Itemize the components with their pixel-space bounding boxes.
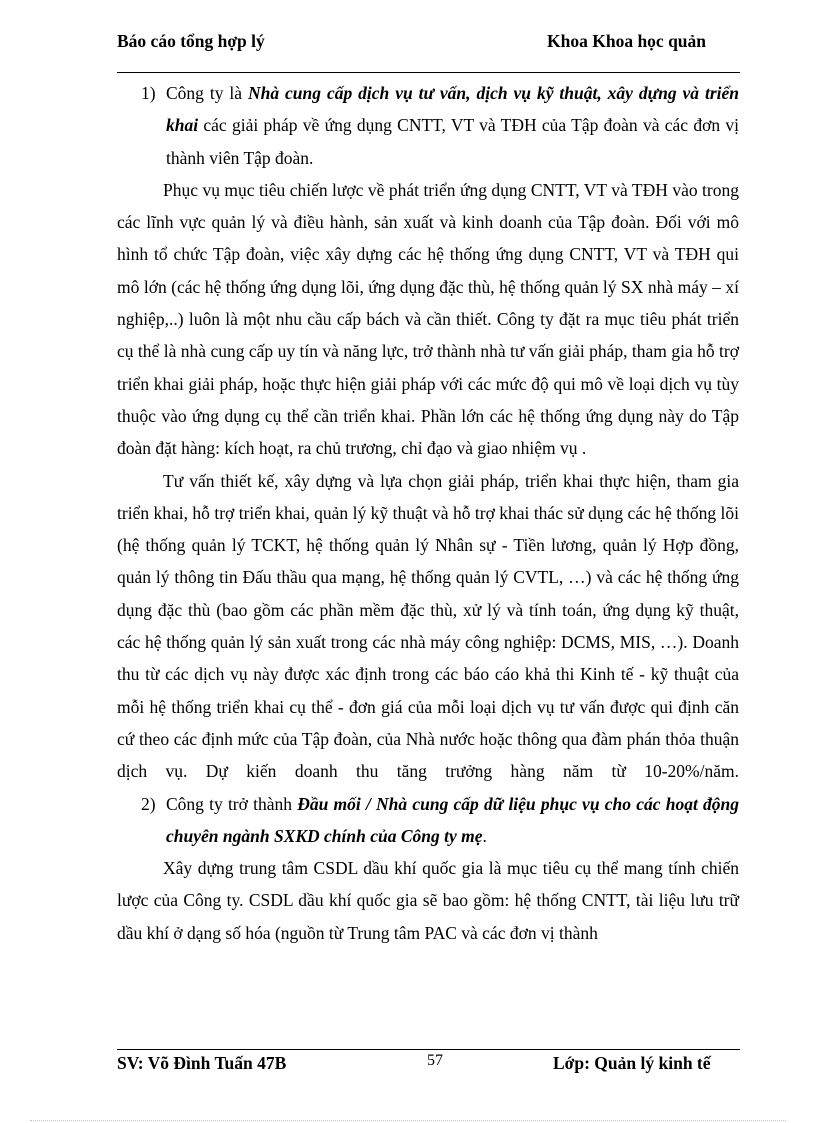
header-left: Báo cáo tổng hợp lý — [117, 31, 265, 51]
header-right: Khoa Khoa học quản — [547, 31, 707, 51]
page-number: 57 — [427, 1052, 443, 1069]
item-emphasis: Nhà cung cấp dịch vụ tư vấn, dịch vụ kỹ thuật, xây dựng và triển khai — [166, 83, 739, 136]
list-number: 2) — [141, 793, 156, 814]
item-text: Công ty là — [166, 83, 248, 103]
list-number: 1) — [141, 83, 156, 103]
page-edge-divider — [30, 1120, 786, 1121]
item-text-continued: các giải pháp về ứng dụng CNTT, VT và TĐH của Tập đoàn và các đơn vị thành viên Tập đoàn. — [166, 115, 739, 168]
body-text — [117, 77, 739, 949]
paragraph-3: Xây dựng trung tâm CSDL dầu khí quốc gia là mục tiêu cụ thể mang tính chiến lược của Công ty. CSDL dầu khí quốc gia sẽ bao gồm: hệ thống CNTT, tài liệu lưu trữ dầu khí ở dạng số hóa (nguồn từ Trung tâm PAC và các đơn vị thành — [117, 858, 739, 943]
paragraph-1: Phục vụ mục tiêu chiến lược về phát triển ứng dụng CNTT, VT và TĐH vào trong các lĩnh vực quản lý và điều hành, sản xuất và kinh doanh của Tập đoàn. Đối với mô hình tổ chức Tập đoàn, việc xây dựng các hệ thống ứng dụng CNTT, VT và TĐH qui mô lớn (các hệ thống ứng dụng lõi, ứng dụng đặc thù, hệ thống quản lý SX nhà máy – xí nghiệp,..) luôn là một nhu cầu cấp bách và cần thiết. Công ty đặt ra mục tiêu phát triển cụ thể là nhà cung cấp uy tín và năng lực, trở thành nhà tư vấn giải pháp, tham gia hỗ trợ triển khai giải pháp, hoặc thực hiện giải pháp với các mức độ qui mô về loại dịch vụ tùy thuộc vào ứng dụng cụ thể cần triển khai. Phần lớn các hệ thống ứng dụng này do Tập đoàn đặt hàng: kích hoạt, ra chủ trương, chỉ đạo và giao nhiệm vụ . — [117, 179, 739, 459]
item-text-continued: . — [482, 825, 487, 846]
footer-student: SV: Võ Đình Tuấn 47B — [117, 1053, 287, 1073]
footer-class: Lớp: Quản lý kinh tế — [553, 1053, 711, 1073]
list-item-1 — [117, 77, 739, 174]
item-emphasis: Đầu mối / Nhà cung cấp dữ liệu phục vụ cho các hoạt động chuyên ngành SXKD chính của Công ty mẹ — [166, 793, 739, 846]
header-rule — [117, 72, 740, 73]
paragraph-2: Tư vấn thiết kế, xây dựng và lựa chọn giải pháp, triển khai thực hiện, tham gia triển khai, hỗ trợ triển khai, quản lý kỹ thuật và hỗ trợ khai thác sử dụng các hệ thống lõi (hệ thống quản lý TCKT, hệ thống quản lý Nhân sự - Tiền lương, quản lý Hợp đồng, quản lý thông tin Đấu thầu qua mạng, hệ thống quản lý CVTL, …) và các hệ thống ứng dụng đặc thù (bao gồm các phần mềm đặc thù, xử lý và tính toán, ứng dụng kỹ thuật, các hệ thống quản lý sản xuất trong các nhà máy công nghiệp: DCMS, MIS, …). Doanh thu từ các dịch vụ này được xác định trong các báo cáo khả thi Kinh tế - kỹ thuật của mỗi hệ thống triển khai cụ thể - đơn giá của mỗi loại dịch vụ tư vấn được qui định căn cứ theo các định mức của Tập đoàn, của Nhà nước hoặc thông qua đàm phán thỏa thuận dịch vụ. Dự kiến doanh thu tăng trưởng hàng năm từ 10-20%/năm. — [117, 470, 739, 782]
item-text: Công ty trở thành — [166, 793, 298, 814]
list-item-2 — [117, 788, 739, 853]
